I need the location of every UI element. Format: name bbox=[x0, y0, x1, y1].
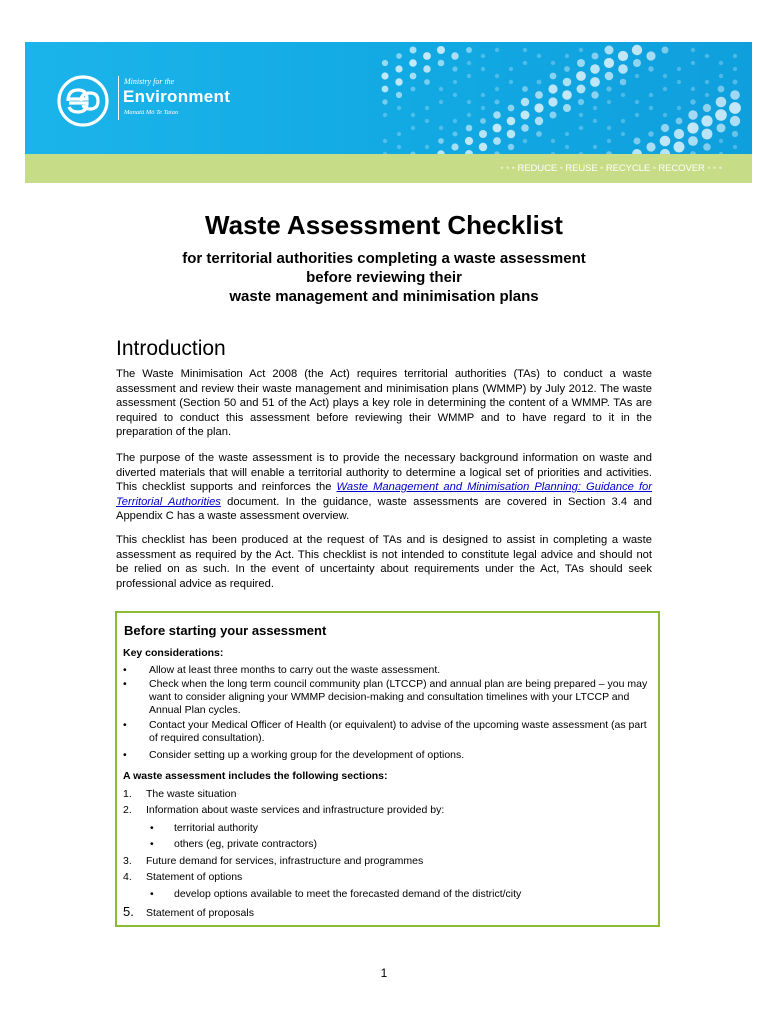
paragraph-text: document. In the guidance, waste assessments are covered in Section 3.4 and Appendix C has a waste assessment overview. bbox=[116, 495, 652, 522]
decorative-dot bbox=[691, 61, 695, 65]
decorative-dot bbox=[635, 74, 639, 78]
sections-heading: A waste assessment includes the following sections: bbox=[123, 770, 388, 782]
decorative-dot bbox=[715, 109, 727, 121]
decorative-dot bbox=[453, 119, 457, 123]
decorative-dot bbox=[577, 85, 586, 94]
decorative-dot bbox=[648, 66, 653, 71]
decorative-dot bbox=[688, 136, 698, 146]
section-item: 3. Future demand for services, infrastructure and programmes bbox=[123, 855, 424, 867]
decorative-dot bbox=[495, 48, 499, 52]
decorative-dot bbox=[425, 145, 429, 149]
decorative-dot bbox=[438, 60, 445, 67]
decorative-dot bbox=[451, 52, 458, 59]
decorative-dot bbox=[663, 87, 667, 91]
decorative-dot bbox=[593, 106, 597, 110]
bullet-icon: • bbox=[150, 838, 154, 850]
decorative-dot bbox=[493, 137, 501, 145]
tagline: • • • REDUCE • REUSE • RECYCLE • RECOVER • • • bbox=[500, 163, 722, 174]
decorative-dot bbox=[733, 145, 737, 149]
decorative-dot bbox=[716, 97, 727, 108]
decorative-dot bbox=[729, 102, 741, 114]
decorative-dot bbox=[579, 48, 583, 52]
header-banner bbox=[25, 42, 752, 154]
decorative-dot bbox=[423, 65, 430, 72]
decorative-dot bbox=[662, 47, 669, 54]
decorative-dot bbox=[537, 80, 542, 85]
decorative-dot bbox=[423, 52, 431, 60]
decorative-dot bbox=[466, 47, 472, 53]
decorative-dot bbox=[396, 53, 402, 59]
decorative-dot bbox=[465, 137, 473, 145]
decorative-dot bbox=[592, 53, 599, 60]
decorative-dot bbox=[467, 61, 471, 65]
decorative-dot bbox=[648, 131, 654, 137]
decorative-dot bbox=[521, 111, 530, 120]
key-consideration-item: • Check when the long term council community plan (LTCCP) and annual plan are being prepared – you may want to consider aligning your WMMP decision-making and consultation timelines with your LTCCP and Annual Plan cycles. bbox=[123, 678, 648, 716]
decorative-dot bbox=[703, 143, 711, 151]
introduction-heading: Introduction bbox=[116, 337, 226, 360]
decorative-dot bbox=[508, 105, 515, 112]
decorative-dot bbox=[674, 142, 685, 153]
decorative-dot bbox=[397, 106, 401, 110]
decorative-dot bbox=[453, 80, 457, 84]
decorative-dot bbox=[439, 87, 443, 91]
decorative-dot bbox=[576, 71, 586, 81]
decorative-dot bbox=[607, 100, 611, 104]
decorative-dot bbox=[705, 80, 709, 84]
decorative-dot bbox=[733, 54, 737, 58]
subtitle-line: waste management and minimisation plans bbox=[229, 288, 539, 305]
decorative-dot bbox=[452, 66, 457, 71]
decorative-dot bbox=[649, 106, 653, 110]
decorative-dot bbox=[425, 119, 429, 123]
decorative-dot bbox=[479, 130, 487, 138]
decorative-dot bbox=[424, 79, 430, 85]
intro-paragraph-3: This checklist has been produced at the request of TAs and is designed to assist in completing a waste assessment as required by the Act. This checklist is not intended to constitute legal advice and should not be relied on as such. In the event of uncertainty about requirements under the Act, TAs should seek professional advice as required. bbox=[116, 534, 652, 590]
decorative-dot bbox=[523, 48, 527, 52]
decorative-dot bbox=[635, 100, 639, 104]
decorative-dot bbox=[481, 93, 485, 97]
decorative-dot bbox=[381, 72, 388, 79]
decorative-dot bbox=[425, 106, 429, 110]
section-item: 1. The waste situation bbox=[123, 788, 237, 800]
decorative-dot bbox=[523, 61, 527, 65]
decorative-dot bbox=[382, 99, 387, 104]
decorative-dot bbox=[451, 143, 458, 150]
decorative-dot bbox=[674, 129, 684, 139]
decorative-dot bbox=[702, 129, 713, 140]
decorative-dot bbox=[620, 79, 627, 86]
decorative-dot bbox=[590, 64, 600, 74]
decorative-dot bbox=[535, 117, 543, 125]
decorative-dot bbox=[397, 145, 401, 149]
decorative-dot bbox=[621, 93, 625, 97]
bullet-icon: • bbox=[150, 888, 154, 900]
decorative-dot bbox=[467, 74, 471, 78]
decorative-dot bbox=[481, 106, 485, 110]
decorative-dot bbox=[705, 54, 709, 58]
bullet-icon: • bbox=[123, 719, 127, 731]
section-item: 4. Statement of options bbox=[123, 871, 243, 883]
decorative-dot bbox=[646, 51, 655, 60]
decorative-dot bbox=[634, 138, 641, 145]
decorative-dot bbox=[479, 143, 487, 151]
decorative-dot bbox=[493, 124, 502, 133]
bullet-icon: • bbox=[123, 664, 127, 676]
ministry-logo-icon bbox=[56, 74, 110, 128]
decorative-dot bbox=[410, 73, 417, 80]
decorative-dot bbox=[565, 132, 569, 136]
decorative-dot bbox=[732, 131, 738, 137]
decorative-dot bbox=[579, 113, 583, 117]
decorative-dot bbox=[507, 130, 516, 139]
decorative-dot bbox=[633, 59, 641, 67]
decorative-dot bbox=[548, 97, 557, 106]
checklist-box bbox=[115, 611, 660, 927]
decorative-dot bbox=[703, 104, 711, 112]
decorative-dot bbox=[521, 98, 529, 106]
decorative-dot bbox=[649, 93, 653, 97]
tagline-recover: RECOVER bbox=[658, 163, 705, 174]
decorative-dot bbox=[523, 139, 528, 144]
decorative-dot bbox=[663, 74, 667, 78]
decorative-dot bbox=[453, 132, 458, 137]
decorative-dot bbox=[439, 100, 443, 104]
section-sub-item: • develop options available to meet the forecasted demand of the district/city bbox=[150, 888, 522, 900]
decorative-dot bbox=[411, 126, 415, 130]
decorative-dot bbox=[646, 142, 655, 151]
key-consideration-item: • Consider setting up a working group for the development of options. bbox=[123, 749, 465, 761]
decorative-dot bbox=[677, 80, 681, 84]
decorative-dot bbox=[733, 67, 737, 71]
decorative-dot bbox=[621, 132, 625, 136]
guidance-document-link[interactable]: Waste Management and Minimisation Planning: Guidance for Territorial Authorities bbox=[116, 481, 653, 508]
decorative-dot bbox=[481, 54, 485, 58]
decorative-dot bbox=[562, 90, 572, 100]
decorative-dot bbox=[730, 116, 740, 126]
decorative-dot bbox=[660, 136, 671, 147]
decorative-dot bbox=[509, 80, 513, 84]
decorative-dot bbox=[564, 66, 570, 72]
decorative-dot bbox=[677, 67, 681, 71]
decorative-dot bbox=[705, 93, 709, 97]
decorative-dot bbox=[687, 122, 698, 133]
decorative-dot bbox=[593, 119, 597, 123]
decorative-dot bbox=[607, 139, 611, 143]
decorative-dot bbox=[437, 46, 445, 54]
decorative-dot bbox=[411, 87, 416, 92]
logo-divider bbox=[118, 76, 119, 120]
decorative-dot bbox=[565, 145, 569, 149]
decorative-dot bbox=[563, 78, 572, 87]
decorative-dot bbox=[717, 124, 726, 133]
tagline-bar bbox=[25, 154, 752, 183]
decorative-dot bbox=[604, 58, 614, 68]
decorative-dot bbox=[548, 84, 557, 93]
subtitle-line: before reviewing their bbox=[306, 269, 462, 286]
section-item: 5. Statement of proposals bbox=[123, 904, 254, 919]
bullet-icon: • bbox=[123, 749, 127, 761]
decorative-dot bbox=[607, 126, 611, 130]
decorative-dot bbox=[661, 124, 669, 132]
intro-paragraph-2 bbox=[116, 451, 652, 524]
decorative-dot bbox=[382, 86, 389, 93]
maori-name: Manatū Mō Te Taiao bbox=[124, 109, 179, 116]
decorative-dot bbox=[578, 99, 584, 105]
document-subtitle bbox=[0, 249, 768, 306]
decorative-dot bbox=[618, 64, 628, 74]
key-consideration-item: • Allow at least three months to carry out the waste assessment. bbox=[123, 664, 441, 676]
decorative-dot bbox=[522, 86, 528, 92]
section-item: 2. Information about waste services and infrastructure provided by: bbox=[123, 804, 445, 816]
tagline-reuse: REUSE bbox=[565, 163, 598, 174]
decorative-dot bbox=[396, 92, 402, 98]
decorative-dot bbox=[577, 59, 585, 67]
intro-paragraph-1: The Waste Minimisation Act 2008 (the Act) requires territorial authorities (TAs) to conduct a waste assessment and review their waste management and minimisation plans (WMMP) by July 2012. The waste assessment (Section 50 and 51 of the Act) plays a key role in determining the content of a WMMP. TAs are required to conduct this assessment before reviewing their WMMP and to have regard to it in the preparation of the plan. bbox=[116, 368, 652, 438]
decorative-dot bbox=[605, 72, 614, 81]
decorative-dot bbox=[606, 86, 611, 91]
document-title: Waste Assessment Checklist bbox=[205, 210, 563, 240]
decorative-dot bbox=[550, 112, 557, 119]
decorative-dot bbox=[383, 113, 387, 117]
section-sub-item: • others (eg, private contractors) bbox=[150, 838, 317, 850]
decorative-dot bbox=[507, 117, 516, 126]
decorative-dot bbox=[621, 119, 625, 123]
decorative-dot bbox=[439, 126, 443, 130]
decorative-dot bbox=[409, 59, 417, 67]
key-consideration-item: • Contact your Medical Officer of Health (or equivalent) to advise of the upcoming waste assessment (as part of required consultation). bbox=[123, 719, 647, 744]
decorative-dot bbox=[467, 100, 471, 104]
decorative-dot bbox=[590, 77, 600, 87]
decorative-dot bbox=[718, 86, 725, 93]
decorative-dot bbox=[733, 80, 738, 85]
decorative-dot bbox=[701, 115, 712, 126]
decorative-dot bbox=[593, 145, 597, 149]
decorative-dot bbox=[495, 74, 499, 78]
decorative-dot bbox=[508, 144, 514, 150]
decorative-dot bbox=[730, 90, 740, 100]
decorative-dot bbox=[536, 131, 542, 137]
decorative-dot bbox=[480, 118, 486, 124]
decorative-dot bbox=[688, 110, 697, 119]
decorative-dot bbox=[635, 113, 639, 117]
decorative-dot bbox=[411, 113, 415, 117]
ministry-name: Environment bbox=[123, 87, 231, 106]
ministry-for-text: Ministry for the bbox=[124, 77, 175, 86]
decorative-dot bbox=[466, 125, 473, 132]
decorative-dot bbox=[382, 60, 388, 66]
decorative-dot bbox=[509, 67, 513, 71]
decorative-dot bbox=[410, 47, 417, 54]
decorative-dot bbox=[663, 113, 667, 117]
decorative-dot bbox=[550, 73, 557, 80]
decorative-dot bbox=[438, 138, 444, 144]
subtitle-line: for territorial authorities completing a waste assessment bbox=[182, 250, 586, 267]
decorative-dot bbox=[563, 104, 571, 112]
decorative-dot bbox=[690, 99, 695, 104]
decorative-dot bbox=[534, 103, 543, 112]
decorative-dot bbox=[676, 118, 683, 125]
decorative-dot bbox=[605, 46, 614, 55]
tagline-recycle: RECYCLE bbox=[605, 163, 651, 174]
checklist-title: Before starting your assessment bbox=[124, 623, 327, 638]
bullet-icon: • bbox=[123, 678, 127, 690]
decorative-dot bbox=[397, 132, 401, 136]
decorative-dot bbox=[395, 78, 402, 85]
decorative-dot bbox=[719, 139, 723, 143]
decorative-dot bbox=[579, 126, 583, 130]
decorative-dot bbox=[618, 51, 628, 61]
decorative-dot bbox=[719, 61, 723, 65]
paragraph-text: The purpose of the waste assessment is to provide the necessary background information on waste and diverted materials that will enable a territorial authority to determine a logical set of priorities and activities. This checklist supports and reinforces the bbox=[116, 452, 652, 493]
decorative-dot bbox=[453, 93, 457, 97]
decorative-dot bbox=[551, 61, 555, 65]
key-considerations-heading: Key considerations: bbox=[123, 647, 224, 659]
decorative-dot bbox=[677, 106, 681, 110]
decorative-dot bbox=[493, 111, 501, 119]
decorative-dot bbox=[719, 74, 723, 78]
decorative-dot bbox=[591, 91, 598, 98]
decorative-dot bbox=[535, 91, 543, 99]
decorative-dot bbox=[632, 45, 642, 55]
decorative-dot bbox=[383, 139, 387, 143]
decorative-dot bbox=[467, 113, 471, 117]
decorative-dot bbox=[495, 100, 500, 105]
decorative-dot bbox=[395, 65, 402, 72]
section-sub-item: • territorial authority bbox=[150, 822, 259, 834]
decorative-dot bbox=[495, 87, 499, 91]
decorative-dot bbox=[481, 67, 485, 71]
bullet-icon: • bbox=[150, 822, 154, 834]
tagline-reduce: REDUCE bbox=[517, 163, 558, 174]
decorative-dot bbox=[565, 54, 569, 58]
decorative-dot bbox=[691, 87, 695, 91]
page-number: 1 bbox=[380, 966, 388, 980]
decorative-dot bbox=[521, 124, 529, 132]
decorative-dot bbox=[691, 48, 695, 52]
decorative-dot bbox=[551, 139, 555, 143]
decorative-dot bbox=[537, 54, 541, 58]
